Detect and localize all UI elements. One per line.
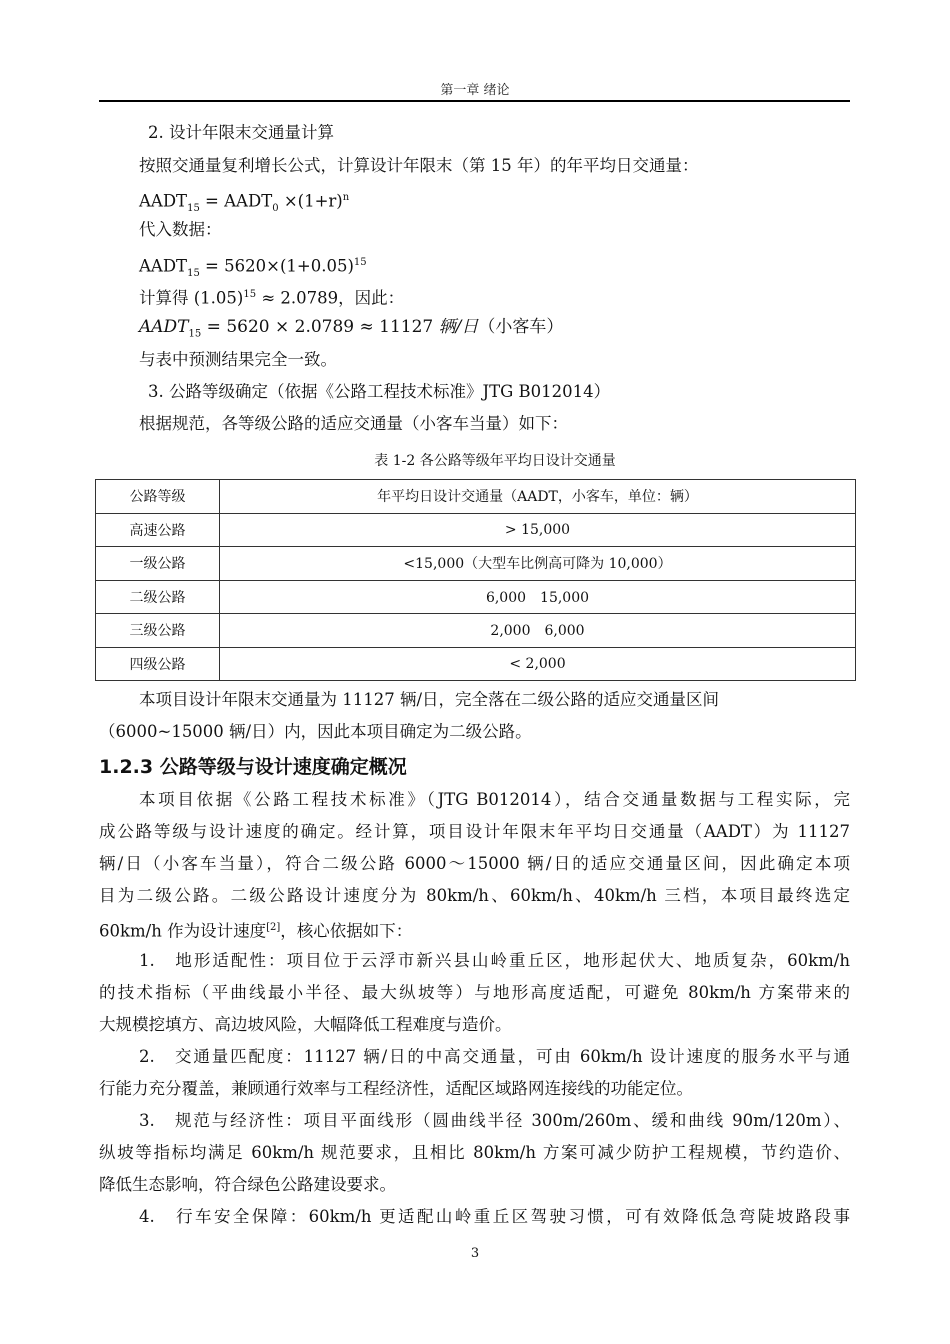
final-sub: 15 — [188, 328, 202, 340]
page-header: 第一章 绪论 — [440, 83, 510, 98]
table-cell: 二级公路 — [96, 580, 220, 614]
p1-line-5 — [99, 916, 412, 944]
header-rule — [99, 100, 850, 102]
formula-sup: n — [342, 192, 350, 203]
consistent-note: 与表中预测结果完全一致。 — [139, 350, 337, 369]
item3-line-1: 3. 规范与经济性：项目平面线形（圆曲线半径 300m/260m、缓和曲线 90m/120m）、 — [139, 1111, 850, 1130]
formula-general — [139, 186, 349, 221]
p1-line-1: 本项目依据《公路工程技术标准》（JTG B012014），结合交通量数据与工程实际，完 — [139, 790, 850, 809]
table-row — [96, 513, 856, 547]
table-row — [96, 614, 856, 648]
substitute-label: 代入数据： — [139, 220, 222, 239]
final-var: AADT — [139, 317, 189, 337]
conclusion-line-2: （6000~15000 辆/日）内，因此本项目确定为二级公路。 — [99, 722, 532, 741]
grade-intro: 根据规范，各等级公路的适应交通量（小客车当量）如下： — [139, 414, 568, 433]
table-header-cell: 年平均日设计交通量（AADT，小客车，单位：辆） — [220, 480, 856, 514]
calc-intro: 按照交通量复利增长公式，计算设计年限末（第 15 年）的年平均日交通量： — [139, 156, 699, 175]
result-b: ≈ 2.0789，因此： — [256, 288, 405, 308]
final-unit: 辆/日 — [438, 317, 479, 337]
table-header-cell: 公路等级 — [96, 480, 220, 514]
formula-sub: 15 — [187, 202, 200, 214]
item4-line-1: 4. 行车安全保障：60km/h 更适配山岭重丘区驾驶习惯，可有效降低急弯陡坡路段事 — [139, 1207, 850, 1226]
formula-prefix: AADT — [139, 191, 188, 211]
table-header-row — [96, 480, 856, 514]
p1-last-b: ，核心依据如下： — [280, 921, 413, 941]
table-cell: 四级公路 — [96, 647, 220, 681]
final-note: （小客车） — [478, 317, 564, 337]
result-a: 计算得 (1.05) — [139, 288, 244, 308]
table-cell: 6,000 15,000 — [220, 580, 856, 614]
formula-final — [139, 315, 563, 346]
p1-last-a: 60km/h 作为设计速度 — [99, 921, 267, 941]
calc-heading: 2. 设计年限末交通量计算 — [148, 123, 334, 142]
item1-line-2: 的技术指标（平曲线最小半径、最大纵坡等）与地形高度适配，可避免 80km/h 方案带来的 — [99, 983, 850, 1002]
p1-line-4: 目为二级公路。二级公路设计速度分为 80km/h、60km/h、40km/h 三档，本项目最终选定 — [99, 886, 850, 905]
formula-substituted — [139, 251, 367, 286]
grade-heading: 3. 公路等级确定（依据《公路工程技术标准》JTG B012014） — [148, 382, 611, 401]
table-cell: < 2,000 — [220, 647, 856, 681]
item1-line-3: 大规模挖填方、高边坡风险，大幅降低工程难度与造价。 — [99, 1015, 512, 1034]
table-row — [96, 647, 856, 681]
item1-line-1: 1. 地形适配性：项目位于云浮市新兴县山岭重丘区，地形起伏大、地质复杂，60km/h — [139, 951, 850, 970]
item3-line-2: 纵坡等指标均满足 60km/h 规范要求，且相比 80km/h 方案可减少防护工程规模，节约造价、 — [99, 1143, 850, 1162]
table-cell: <15,000（大型车比例高可降为 10,000） — [220, 547, 856, 581]
item3-line-3: 降低生态影响，符合绿色公路建设要求。 — [99, 1175, 396, 1194]
table-cell: 一级公路 — [96, 547, 220, 581]
p1-line-2: 成公路等级与设计速度的确定。经计算，项目设计年限末年平均日交通量（AADT）为 11127 — [99, 822, 850, 841]
table-row — [96, 547, 856, 581]
table-cell: 2,000 6,000 — [220, 614, 856, 648]
table-cell: 三级公路 — [96, 614, 220, 648]
section-title: 1.2.3 公路等级与设计速度确定概况 — [99, 756, 407, 778]
sub-sup: 15 — [353, 257, 367, 268]
calc-result — [139, 283, 404, 311]
sub-prefix: AADT — [139, 256, 188, 276]
p1-line-3: 辆/日（小客车当量），符合二级公路 6000～15000 辆/日的适应交通量区间，因此确定本项 — [99, 854, 850, 873]
table-cell: 高速公路 — [96, 513, 220, 547]
result-sup: 15 — [243, 289, 257, 300]
final-expr: = 5620 × 2.0789 ≈ 11127 — [201, 317, 439, 337]
conclusion-line-1: 本项目设计年限末交通量为 11127 辆/日，完全落在二级公路的适应交通量区间 — [139, 690, 720, 709]
formula-mid: = AADT — [199, 191, 273, 211]
sub-rest: = 5620×(1+0.05) — [199, 256, 354, 276]
sub-sub: 15 — [187, 267, 200, 279]
item2-line-2: 行能力充分覆盖，兼顾通行效率与工程经济性，适配区域路网连接线的功能定位。 — [99, 1079, 693, 1098]
table-row — [96, 580, 856, 614]
table-cell: > 15,000 — [220, 513, 856, 547]
table-caption: 表 1-2 各公路等级年平均日设计交通量 — [374, 453, 616, 469]
page-number: 3 — [470, 1246, 480, 1261]
item2-line-1: 2. 交通量匹配度：11127 辆/日的中高交通量，可由 60km/h 设计速度的服务水平与通 — [139, 1047, 850, 1066]
citation-ref: [2] — [266, 922, 281, 933]
formula-sub0: 0 — [272, 202, 279, 214]
formula-rest: ×(1+r) — [278, 191, 343, 211]
grade-table — [95, 479, 856, 681]
